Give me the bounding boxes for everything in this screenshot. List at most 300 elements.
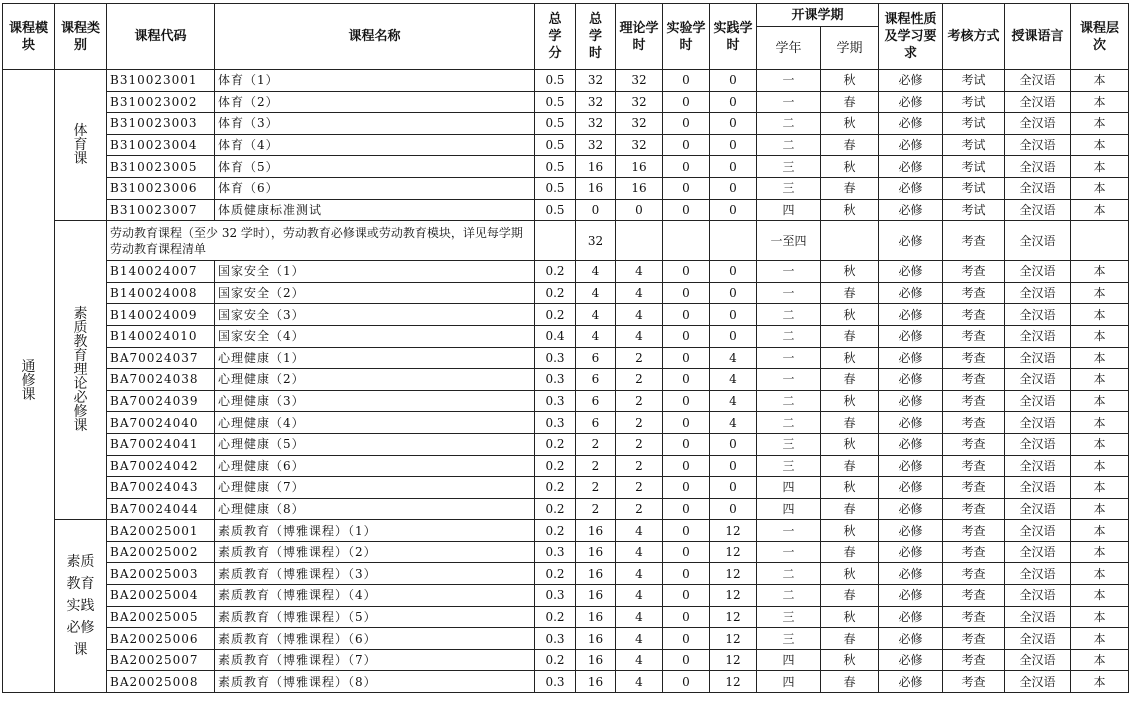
- cell-language: 全汉语: [1005, 563, 1071, 585]
- cell-hours: 32: [576, 221, 616, 261]
- cell-hours: 16: [576, 520, 616, 542]
- cell-language: 全汉语: [1005, 91, 1071, 113]
- header-nature: 课程性质及学习要求: [879, 4, 943, 70]
- cell-hours: 6: [576, 412, 616, 434]
- cell-lab: [663, 221, 710, 261]
- cell-theory: 2: [616, 477, 663, 499]
- cell-year: 一: [757, 369, 821, 391]
- cell-lab: 0: [663, 585, 710, 607]
- cell-practice: 0: [710, 199, 757, 221]
- cell-name: 体育（3）: [215, 113, 535, 135]
- cell-term: 秋: [821, 113, 879, 135]
- cell-lab: 0: [663, 390, 710, 412]
- cell-language: 全汉语: [1005, 671, 1071, 693]
- cell-term: 秋: [821, 477, 879, 499]
- cell-code: BA70024039: [107, 390, 215, 412]
- cell-level: 本: [1071, 563, 1129, 585]
- cell-year: 四: [757, 649, 821, 671]
- cell-level: 本: [1071, 649, 1129, 671]
- cell-term: 秋: [821, 304, 879, 326]
- cell-practice: 0: [710, 455, 757, 477]
- cell-term: 春: [821, 412, 879, 434]
- cell-lab: 0: [663, 199, 710, 221]
- cell-hours: 4: [576, 261, 616, 283]
- cell-code: B310023007: [107, 199, 215, 221]
- cell-assessment: 考查: [943, 606, 1005, 628]
- cell-term: 春: [821, 282, 879, 304]
- cell-name: 素质教育（博雅课程）（1）: [215, 520, 535, 542]
- cell-hours: 16: [576, 671, 616, 693]
- cell-nature: 必修: [879, 563, 943, 585]
- cell-hours: 2: [576, 477, 616, 499]
- cell-name: 体育（6）: [215, 177, 535, 199]
- cell-theory: 32: [616, 134, 663, 156]
- cell-code: BA20025007: [107, 649, 215, 671]
- header-credits: 总学分: [535, 4, 576, 70]
- cell-term: 秋: [821, 347, 879, 369]
- cell-assessment: 考查: [943, 390, 1005, 412]
- cell-year: 一: [757, 261, 821, 283]
- cell-level: 本: [1071, 606, 1129, 628]
- cell-credits: 0.2: [535, 498, 576, 520]
- cell-language: 全汉语: [1005, 304, 1071, 326]
- cell-assessment: 考试: [943, 177, 1005, 199]
- cell-level: 本: [1071, 477, 1129, 499]
- cell-lab: 0: [663, 563, 710, 585]
- cell-assessment: 考查: [943, 541, 1005, 563]
- cell-term: 秋: [821, 390, 879, 412]
- cell-language: 全汉语: [1005, 113, 1071, 135]
- cell-theory: 4: [616, 261, 663, 283]
- module-label: 通修课: [21, 359, 36, 404]
- cell-code: BA70024044: [107, 498, 215, 520]
- cell-credits: 0.2: [535, 563, 576, 585]
- cell-theory: 2: [616, 347, 663, 369]
- header-code: 课程代码: [107, 4, 215, 70]
- note-course-name: 劳动教育课程（至少 32 学时），劳动教育必修课或劳动教育模块，详见每学期劳动教育课程清单: [107, 221, 535, 261]
- cell-hours: 2: [576, 498, 616, 520]
- cell-year: 一: [757, 70, 821, 92]
- cell-practice: 0: [710, 498, 757, 520]
- cell-level: 本: [1071, 390, 1129, 412]
- cell-code: B140024008: [107, 282, 215, 304]
- cell-name: 素质教育（博雅课程）（2）: [215, 541, 535, 563]
- cell-assessment: 考查: [943, 412, 1005, 434]
- cell-code: BA70024037: [107, 347, 215, 369]
- cell-theory: 32: [616, 91, 663, 113]
- cell-name: 心理健康（1）: [215, 347, 535, 369]
- cell-theory: 0: [616, 199, 663, 221]
- cell-nature: 必修: [879, 156, 943, 178]
- table-row: [3, 541, 1129, 563]
- cell-name: 体育（5）: [215, 156, 535, 178]
- cell-year: 一: [757, 347, 821, 369]
- cell-theory: 16: [616, 177, 663, 199]
- category-label: 素质教育实践必修课: [66, 554, 95, 659]
- cell-level: 本: [1071, 199, 1129, 221]
- cell-assessment: 考试: [943, 134, 1005, 156]
- cell-language: 全汉语: [1005, 649, 1071, 671]
- cell-year: 三: [757, 628, 821, 650]
- table-row: [3, 606, 1129, 628]
- cell-year: 三: [757, 455, 821, 477]
- cell-assessment: 考查: [943, 671, 1005, 693]
- cell-level: 本: [1071, 304, 1129, 326]
- cell-code: BA70024041: [107, 433, 215, 455]
- table-row: [3, 649, 1129, 671]
- table-row: [3, 628, 1129, 650]
- header-category: 课程类别: [55, 4, 107, 70]
- cell-language: 全汉语: [1005, 369, 1071, 391]
- cell-hours: 16: [576, 585, 616, 607]
- cell-term: 春: [821, 628, 879, 650]
- cell-language: 全汉语: [1005, 221, 1071, 261]
- cell-credits: 0.3: [535, 628, 576, 650]
- cell-nature: 必修: [879, 649, 943, 671]
- cell-year: 二: [757, 134, 821, 156]
- cell-year: 三: [757, 433, 821, 455]
- cell-assessment: 考查: [943, 261, 1005, 283]
- cell-hours: 4: [576, 282, 616, 304]
- cell-practice: 0: [710, 134, 757, 156]
- cell-credits: 0.3: [535, 671, 576, 693]
- cell-theory: 16: [616, 156, 663, 178]
- cell-name: 体育（4）: [215, 134, 535, 156]
- cell-hours: 4: [576, 304, 616, 326]
- cell-hours: 32: [576, 91, 616, 113]
- cell-lab: 0: [663, 433, 710, 455]
- cell-name: 心理健康（6）: [215, 455, 535, 477]
- cell-practice: 4: [710, 369, 757, 391]
- cell-code: B310023002: [107, 91, 215, 113]
- cell-code: BA20025006: [107, 628, 215, 650]
- cell-year: 四: [757, 199, 821, 221]
- header-module: 课程模块: [3, 4, 55, 70]
- cell-code: B310023004: [107, 134, 215, 156]
- cell-term: [821, 221, 879, 261]
- cell-theory: 2: [616, 433, 663, 455]
- cell-lab: 0: [663, 369, 710, 391]
- cell-credits: 0.5: [535, 177, 576, 199]
- cell-credits: 0.5: [535, 199, 576, 221]
- cell-assessment: 考查: [943, 347, 1005, 369]
- cell-level: 本: [1071, 91, 1129, 113]
- cell-year: 二: [757, 304, 821, 326]
- cell-level: [1071, 221, 1129, 261]
- cell-theory: 4: [616, 520, 663, 542]
- cell-language: 全汉语: [1005, 455, 1071, 477]
- table-row: [3, 369, 1129, 391]
- course-table-body: [3, 70, 1129, 693]
- cell-level: 本: [1071, 455, 1129, 477]
- cell-code: B310023001: [107, 70, 215, 92]
- cell-level: 本: [1071, 261, 1129, 283]
- cell-language: 全汉语: [1005, 325, 1071, 347]
- cell-practice: 12: [710, 628, 757, 650]
- table-row: [3, 177, 1129, 199]
- cell-nature: 必修: [879, 199, 943, 221]
- cell-practice: 12: [710, 520, 757, 542]
- cell-nature: 必修: [879, 134, 943, 156]
- cell-lab: 0: [663, 671, 710, 693]
- cell-lab: 0: [663, 477, 710, 499]
- cell-credits: 0.3: [535, 347, 576, 369]
- cell-nature: 必修: [879, 671, 943, 693]
- cell-year: 二: [757, 325, 821, 347]
- cell-year: 四: [757, 477, 821, 499]
- cell-name: 素质教育（博雅课程）（7）: [215, 649, 535, 671]
- cell-practice: 0: [710, 477, 757, 499]
- cell-practice: 0: [710, 282, 757, 304]
- cell-credits: 0.2: [535, 606, 576, 628]
- cell-assessment: 考查: [943, 455, 1005, 477]
- cell-level: 本: [1071, 70, 1129, 92]
- cell-language: 全汉语: [1005, 347, 1071, 369]
- cell-lab: 0: [663, 282, 710, 304]
- cell-level: 本: [1071, 369, 1129, 391]
- cell-assessment: 考试: [943, 70, 1005, 92]
- cell-code: BA70024043: [107, 477, 215, 499]
- cell-theory: 2: [616, 455, 663, 477]
- module-cell: [3, 70, 55, 693]
- table-row: [3, 390, 1129, 412]
- cell-nature: 必修: [879, 177, 943, 199]
- cell-nature: 必修: [879, 390, 943, 412]
- cell-code: B310023006: [107, 177, 215, 199]
- cell-nature: 必修: [879, 412, 943, 434]
- cell-code: B310023003: [107, 113, 215, 135]
- cell-hours: 2: [576, 455, 616, 477]
- cell-name: 国家安全（1）: [215, 261, 535, 283]
- cell-practice: 0: [710, 113, 757, 135]
- cell-year: 二: [757, 585, 821, 607]
- cell-credits: 0.3: [535, 390, 576, 412]
- cell-practice: 4: [710, 412, 757, 434]
- cell-lab: 0: [663, 134, 710, 156]
- table-row: [3, 477, 1129, 499]
- cell-practice: 12: [710, 671, 757, 693]
- cell-year: 二: [757, 412, 821, 434]
- cell-term: 春: [821, 455, 879, 477]
- cell-theory: 32: [616, 70, 663, 92]
- table-row: [3, 304, 1129, 326]
- cell-language: 全汉语: [1005, 390, 1071, 412]
- cell-year: 一: [757, 520, 821, 542]
- course-table-wrapper: [2, 3, 1129, 693]
- cell-language: 全汉语: [1005, 541, 1071, 563]
- header-assessment: 考核方式: [943, 4, 1005, 70]
- cell-hours: 32: [576, 134, 616, 156]
- cell-level: 本: [1071, 325, 1129, 347]
- cell-nature: 必修: [879, 606, 943, 628]
- cell-language: 全汉语: [1005, 282, 1071, 304]
- cell-level: 本: [1071, 282, 1129, 304]
- table-row: [3, 134, 1129, 156]
- cell-term: 春: [821, 671, 879, 693]
- cell-theory: 4: [616, 606, 663, 628]
- cell-language: 全汉语: [1005, 585, 1071, 607]
- cell-level: 本: [1071, 671, 1129, 693]
- table-row: [3, 282, 1129, 304]
- cell-credits: 0.5: [535, 91, 576, 113]
- cell-language: 全汉语: [1005, 477, 1071, 499]
- cell-credits: 0.3: [535, 585, 576, 607]
- cell-term: 秋: [821, 261, 879, 283]
- cell-level: 本: [1071, 498, 1129, 520]
- cell-level: 本: [1071, 113, 1129, 135]
- cell-credits: 0.2: [535, 433, 576, 455]
- cell-code: BA70024038: [107, 369, 215, 391]
- cell-credits: 0.2: [535, 455, 576, 477]
- cell-assessment: 考查: [943, 221, 1005, 261]
- cell-nature: 必修: [879, 477, 943, 499]
- cell-term: 春: [821, 325, 879, 347]
- cell-level: 本: [1071, 628, 1129, 650]
- cell-hours: 16: [576, 541, 616, 563]
- header-year: 学年: [757, 27, 821, 70]
- cell-name: 心理健康（4）: [215, 412, 535, 434]
- cell-year: 一至四: [757, 221, 821, 261]
- cell-term: 秋: [821, 433, 879, 455]
- cell-language: 全汉语: [1005, 498, 1071, 520]
- cell-hours: 32: [576, 70, 616, 92]
- cell-hours: 6: [576, 390, 616, 412]
- cell-assessment: 考试: [943, 113, 1005, 135]
- cell-term: 秋: [821, 649, 879, 671]
- cell-nature: 必修: [879, 91, 943, 113]
- cell-credits: 0.3: [535, 369, 576, 391]
- header-theory: 理论学时: [616, 4, 663, 70]
- cell-practice: 0: [710, 304, 757, 326]
- cell-credits: 0.2: [535, 282, 576, 304]
- cell-language: 全汉语: [1005, 628, 1071, 650]
- table-row: [3, 91, 1129, 113]
- cell-nature: 必修: [879, 541, 943, 563]
- cell-name: 素质教育（博雅课程）（5）: [215, 606, 535, 628]
- cell-assessment: 考查: [943, 585, 1005, 607]
- cell-hours: 16: [576, 606, 616, 628]
- cell-nature: 必修: [879, 221, 943, 261]
- cell-practice: 0: [710, 91, 757, 113]
- category-cell: [55, 70, 107, 221]
- cell-code: BA20025001: [107, 520, 215, 542]
- cell-nature: 必修: [879, 282, 943, 304]
- cell-assessment: 考查: [943, 433, 1005, 455]
- table-row: [3, 433, 1129, 455]
- cell-term: 秋: [821, 520, 879, 542]
- cell-hours: 6: [576, 347, 616, 369]
- cell-theory: 4: [616, 541, 663, 563]
- cell-code: BA20025008: [107, 671, 215, 693]
- cell-credits: 0.3: [535, 412, 576, 434]
- cell-nature: 必修: [879, 628, 943, 650]
- cell-code: BA20025005: [107, 606, 215, 628]
- cell-year: 二: [757, 563, 821, 585]
- cell-practice: 0: [710, 433, 757, 455]
- cell-theory: 4: [616, 563, 663, 585]
- cell-language: 全汉语: [1005, 412, 1071, 434]
- table-row: [3, 585, 1129, 607]
- cell-language: 全汉语: [1005, 433, 1071, 455]
- cell-assessment: 考查: [943, 520, 1005, 542]
- cell-assessment: 考查: [943, 628, 1005, 650]
- cell-lab: 0: [663, 649, 710, 671]
- cell-code: BA20025003: [107, 563, 215, 585]
- cell-code: BA20025002: [107, 541, 215, 563]
- cell-lab: 0: [663, 304, 710, 326]
- cell-credits: 0.4: [535, 325, 576, 347]
- cell-name: 心理健康（3）: [215, 390, 535, 412]
- cell-language: 全汉语: [1005, 177, 1071, 199]
- cell-practice: [710, 221, 757, 261]
- header-hours: 总学时: [576, 4, 616, 70]
- table-row: [3, 70, 1129, 92]
- cell-name: 素质教育（博雅课程）（3）: [215, 563, 535, 585]
- table-row: [3, 455, 1129, 477]
- cell-name: 素质教育（博雅课程）（8）: [215, 671, 535, 693]
- cell-name: 心理健康（8）: [215, 498, 535, 520]
- cell-year: 一: [757, 541, 821, 563]
- cell-practice: 0: [710, 156, 757, 178]
- cell-language: 全汉语: [1005, 156, 1071, 178]
- cell-practice: 4: [710, 347, 757, 369]
- cell-hours: 2: [576, 433, 616, 455]
- cell-name: 素质教育（博雅课程）（6）: [215, 628, 535, 650]
- cell-year: 三: [757, 177, 821, 199]
- cell-lab: 0: [663, 541, 710, 563]
- table-row-note: [3, 221, 1129, 261]
- cell-code: B310023005: [107, 156, 215, 178]
- cell-assessment: 考试: [943, 199, 1005, 221]
- cell-code: BA70024040: [107, 412, 215, 434]
- cell-hours: 16: [576, 156, 616, 178]
- cell-term: 春: [821, 541, 879, 563]
- cell-language: 全汉语: [1005, 261, 1071, 283]
- table-row: [3, 520, 1129, 542]
- cell-nature: 必修: [879, 325, 943, 347]
- cell-credits: 0.3: [535, 541, 576, 563]
- table-row: [3, 113, 1129, 135]
- cell-hours: 4: [576, 325, 616, 347]
- cell-assessment: 考查: [943, 369, 1005, 391]
- header-practice: 实践学时: [710, 4, 757, 70]
- cell-level: 本: [1071, 156, 1129, 178]
- cell-credits: 0.2: [535, 304, 576, 326]
- cell-lab: 0: [663, 455, 710, 477]
- cell-language: 全汉语: [1005, 134, 1071, 156]
- cell-level: 本: [1071, 177, 1129, 199]
- cell-theory: 2: [616, 369, 663, 391]
- cell-lab: 0: [663, 113, 710, 135]
- cell-theory: 4: [616, 628, 663, 650]
- category-cell: [55, 221, 107, 520]
- cell-lab: 0: [663, 628, 710, 650]
- cell-level: 本: [1071, 541, 1129, 563]
- cell-nature: 必修: [879, 369, 943, 391]
- cell-term: 秋: [821, 606, 879, 628]
- cell-lab: 0: [663, 156, 710, 178]
- cell-practice: 12: [710, 585, 757, 607]
- cell-lab: 0: [663, 498, 710, 520]
- cell-nature: 必修: [879, 70, 943, 92]
- cell-level: 本: [1071, 412, 1129, 434]
- cell-lab: 0: [663, 91, 710, 113]
- cell-assessment: 考查: [943, 282, 1005, 304]
- table-row: [3, 498, 1129, 520]
- header-lab: 实验学时: [663, 4, 710, 70]
- header-level: 课程层次: [1071, 4, 1129, 70]
- cell-name: 心理健康（2）: [215, 369, 535, 391]
